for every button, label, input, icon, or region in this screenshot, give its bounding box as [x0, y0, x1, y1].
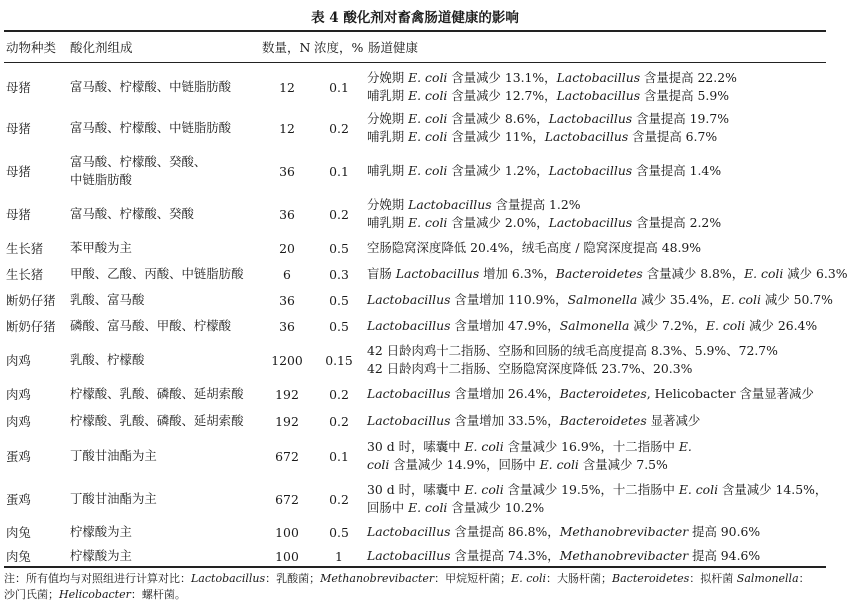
cell-composition: 乳酸、富马酸 [70, 292, 145, 307]
cell-n: 192 [275, 413, 299, 429]
table-title: 表 4 酸化剂对畜禽肠道健康的影响 [311, 10, 519, 26]
cell-effect [367, 408, 827, 434]
cell-animal: 生长猪 [6, 267, 44, 282]
cell-concentration: 0.2 [329, 120, 349, 136]
effect-line: 盲肠 Lactobacillus 增加 6.3%，Bacteroidetes 含量减少 8.8%，E. coli 减少 6.3% [367, 266, 847, 281]
table-note: 注：所有值均与对照组进行计算对比：Lactobacillus：乳酸菌；Methanobrevibacter：甲烷短杆菌；E. coli：大肠杆菌；Bacteroidetes：拟杆菌 Salmonella： 沙门氏菌；Helicobacter：螺杆菌。 [4, 572, 810, 601]
cell-composition: 富马酸、柠檬酸、癸酸、 中链脂肪酸 [70, 154, 207, 187]
cell-effect [367, 478, 827, 520]
top-rule [4, 30, 826, 32]
effect-line: 分娩期 Lactobacillus 含量提高 1.2% [367, 197, 581, 212]
cell-effect [367, 436, 827, 476]
table-row [0, 109, 830, 147]
effect-line: 哺乳期 E. coli 含量减少 1.2%，Lactobacillus 含量提高 1.4% [367, 163, 722, 178]
cell-n: 36 [279, 318, 295, 334]
cell-composition: 富马酸、柠檬酸、中链脂肪酸 [70, 79, 232, 94]
cell-concentration: 0.2 [329, 386, 349, 402]
cell-concentration: 1 [335, 548, 343, 564]
cell-n: 672 [275, 491, 299, 507]
table-row [0, 520, 830, 544]
cell-composition: 柠檬酸、乳酸、磷酸、延胡索酸 [70, 386, 244, 401]
cell-animal: 母猪 [6, 121, 31, 136]
effect-line: 回肠中 E. coli 含量减少 10.2% [367, 500, 545, 515]
cell-n: 672 [275, 448, 299, 464]
cell-n: 192 [275, 386, 299, 402]
cell-n: 6 [283, 266, 291, 282]
header-composition: 酸化剂组成 [70, 40, 133, 55]
table-row [0, 68, 830, 106]
effect-line: 哺乳期 E. coli 含量减少 2.0%，Lactobacillus 含量提高 2.2% [367, 215, 722, 230]
cell-n: 12 [279, 79, 295, 95]
cell-composition: 丁酸甘油酯为主 [70, 491, 157, 506]
table-row [0, 408, 830, 434]
cell-n: 1200 [271, 352, 303, 368]
cell-effect [367, 236, 827, 260]
cell-n: 100 [275, 524, 299, 540]
cell-effect [367, 68, 827, 106]
effect-line: Lactobacillus 含量提高 86.8%，Methanobrevibacter 提高 90.6% [367, 524, 761, 539]
cell-concentration: 0.5 [329, 292, 349, 308]
cell-concentration: 0.1 [329, 163, 349, 179]
cell-concentration: 0.1 [329, 448, 349, 464]
table-row [0, 236, 830, 260]
cell-composition: 柠檬酸为主 [70, 524, 132, 539]
effect-line: 空肠隐窝深度降低 20.4%，绒毛高度 / 隐窝深度提高 48.9% [367, 240, 702, 255]
cell-effect [367, 314, 827, 338]
cell-effect [367, 340, 827, 380]
effect-line: 30 d 时，嗉囊中 E. coli 含量减少 19.5%，十二指肠中 E. coli 含量减少 14.5%， [367, 482, 828, 497]
cell-n: 20 [279, 240, 295, 256]
effect-line: Lactobacillus 含量增加 110.9%，Salmonella 减少 35.4%，E. coli 减少 50.7% [367, 292, 833, 307]
header-rule [4, 62, 826, 63]
cell-animal: 断奶仔猪 [6, 319, 56, 334]
cell-effect [367, 520, 827, 544]
cell-composition: 柠檬酸、乳酸、磷酸、延胡索酸 [70, 413, 244, 428]
effect-line: 分娩期 E. coli 含量减少 8.6%，Lactobacillus 含量提高 19.7% [367, 111, 729, 126]
cell-composition: 磷酸、富马酸、甲酸、柠檬酸 [70, 318, 232, 333]
table-row [0, 288, 833, 312]
effect-line: Lactobacillus 含量提高 74.3%，Methanobrevibacter 提高 94.6% [367, 548, 761, 563]
cell-n: 100 [275, 548, 299, 564]
cell-concentration: 0.5 [329, 318, 349, 334]
cell-effect [367, 150, 827, 192]
table-row [0, 195, 830, 233]
effect-line: 42 日龄肉鸡十二指肠、空肠隐窝深度降低 23.7%、20.3% [367, 361, 693, 376]
header-concentration: 浓度，% [314, 40, 364, 55]
table-row [0, 314, 830, 338]
table-row [0, 544, 830, 568]
cell-composition: 富马酸、柠檬酸、癸酸 [70, 206, 194, 221]
cell-composition: 苯甲酸为主 [70, 240, 132, 255]
header-n: 数量，N [262, 40, 311, 55]
cell-animal: 肉兔 [6, 549, 31, 564]
cell-animal: 肉鸡 [6, 414, 31, 429]
cell-animal: 母猪 [6, 207, 31, 222]
cell-concentration: 0.2 [329, 491, 349, 507]
cell-concentration: 0.3 [329, 266, 349, 282]
cell-composition: 柠檬酸为主 [70, 548, 132, 563]
cell-animal: 生长猪 [6, 241, 44, 256]
effect-line: Lactobacillus 含量增加 33.5%，Bacteroidetes 显著减少 [367, 413, 701, 428]
cell-effect [367, 544, 827, 568]
table-row [0, 436, 830, 476]
header-animal: 动物种类 [6, 40, 57, 55]
cell-animal: 蛋鸡 [6, 492, 31, 507]
cell-animal: 母猪 [6, 164, 31, 179]
table-row [0, 262, 847, 286]
bottom-rule [4, 566, 826, 568]
cell-composition: 丁酸甘油酯为主 [70, 448, 157, 463]
cell-composition: 富马酸、柠檬酸、中链脂肪酸 [70, 120, 232, 135]
cell-n: 12 [279, 120, 295, 136]
cell-concentration: 0.1 [329, 79, 349, 95]
effect-line: 哺乳期 E. coli 含量减少 12.7%，Lactobacillus 含量提高 5.9% [367, 88, 729, 103]
cell-animal: 母猪 [6, 80, 31, 95]
header-effect: 肠道健康 [368, 40, 419, 55]
cell-n: 36 [279, 206, 295, 222]
effect-line: Lactobacillus 含量增加 26.4%，Bacteroidetes, Helicobacter 含量显著减少 [367, 386, 814, 401]
cell-composition: 甲酸、乙酸、丙酸、中链脂肪酸 [70, 266, 244, 281]
cell-animal: 肉兔 [6, 525, 31, 540]
cell-concentration: 0.15 [325, 352, 353, 368]
effect-line: Lactobacillus 含量增加 47.9%，Salmonella 减少 7.2%，E. coli 减少 26.4% [367, 318, 818, 333]
cell-concentration: 0.5 [329, 524, 349, 540]
effect-line: 哺乳期 E. coli 含量减少 11%，Lactobacillus 含量提高 6.7% [367, 129, 718, 144]
cell-concentration: 0.2 [329, 413, 349, 429]
table-row [0, 382, 830, 406]
cell-concentration: 0.5 [329, 240, 349, 256]
effect-line: 30 d 时，嗉囊中 E. coli 含量减少 16.9%，十二指肠中 E. [367, 439, 692, 454]
cell-effect [367, 288, 833, 312]
cell-concentration: 0.2 [329, 206, 349, 222]
cell-n: 36 [279, 163, 295, 179]
cell-animal: 断奶仔猪 [6, 293, 56, 308]
table-row [0, 150, 830, 192]
effect-line: coli 含量减少 14.9%，回肠中 E. coli 含量减少 7.5% [367, 457, 668, 472]
table-row [0, 340, 830, 380]
cell-effect [367, 109, 827, 147]
effect-line: 分娩期 E. coli 含量减少 13.1%，Lactobacillus 含量提高 22.2% [367, 70, 737, 85]
cell-n: 36 [279, 292, 295, 308]
cell-effect [367, 382, 827, 406]
cell-animal: 肉鸡 [6, 353, 31, 368]
cell-effect [367, 195, 827, 233]
cell-composition: 乳酸、柠檬酸 [70, 352, 145, 367]
table-row [0, 478, 830, 520]
cell-effect [367, 262, 847, 286]
cell-animal: 肉鸡 [6, 387, 31, 402]
cell-animal: 蛋鸡 [6, 449, 31, 464]
effect-line: 42 日龄肉鸡十二指肠、空肠和回肠的绒毛高度提高 8.3%、5.9%、72.7% [367, 343, 778, 358]
